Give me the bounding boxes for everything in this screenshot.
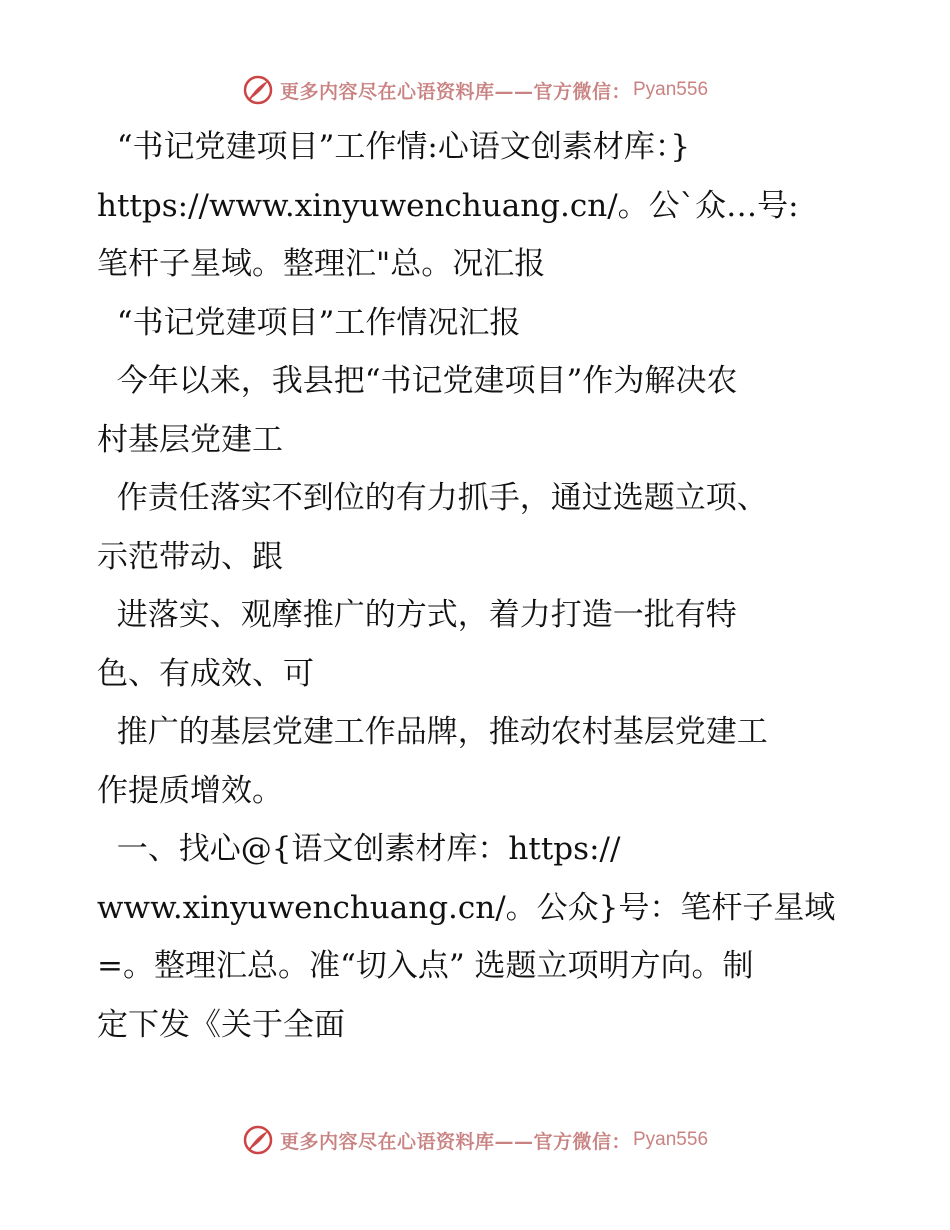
body-line-13: 一、找心@{语文创素材库：https://: [97, 831, 621, 867]
body-line-2: https://www.xinyuwenchuang.cn/。公`众…号:: [97, 187, 799, 224]
body-line-15: =。整理汇总。准“切入点” 选题立项明方向。制: [97, 948, 754, 984]
body-line-6: 村基层党建工: [97, 421, 283, 458]
feather-pen-logo-icon: [242, 74, 274, 106]
body-line-8: 示范带动、跟: [97, 538, 283, 575]
body-line-9: 进落实、观摩推广的方式，着力打造一批有特: [97, 597, 737, 633]
body-line-10: 色、有成效、可: [97, 655, 314, 692]
body-line-5: 今年以来，我县把“书记党建项目”作为解决农: [97, 363, 738, 399]
banner-text: 更多内容尽在心语资料库——官方微信：: [279, 80, 631, 103]
footer-watermark-banner: [0, 1120, 950, 1160]
banner-wechat-id: Pyan556: [633, 1129, 709, 1150]
body-line-1: “书记党建项目”工作情:心语文创素材库：}: [97, 129, 691, 165]
feather-pen-logo-icon: [242, 1124, 274, 1156]
body-line-11: 推广的基层党建工作品牌，推动农村基层党建工: [97, 714, 768, 750]
body-line-3: 笔杆子星域。整理汇"总。况汇报: [97, 246, 546, 282]
body-line-7: 作责任落实不到位的有力抓手，通过选题立项、: [97, 480, 768, 516]
body-line-14: www.xinyuwenchuang.cn/。公众}号：笔杆子星域: [97, 889, 836, 926]
body-line-16: 定下发《关于全面: [97, 1006, 345, 1043]
body-line-4: “书记党建项目”工作情况汇报: [97, 304, 521, 341]
document-body: [97, 118, 867, 1054]
body-line-12: 作提质增效。: [97, 772, 283, 809]
banner-wechat-id: Pyan556: [633, 79, 709, 100]
banner-text: 更多内容尽在心语资料库——官方微信：: [279, 1130, 631, 1153]
header-watermark-banner: [0, 70, 950, 110]
